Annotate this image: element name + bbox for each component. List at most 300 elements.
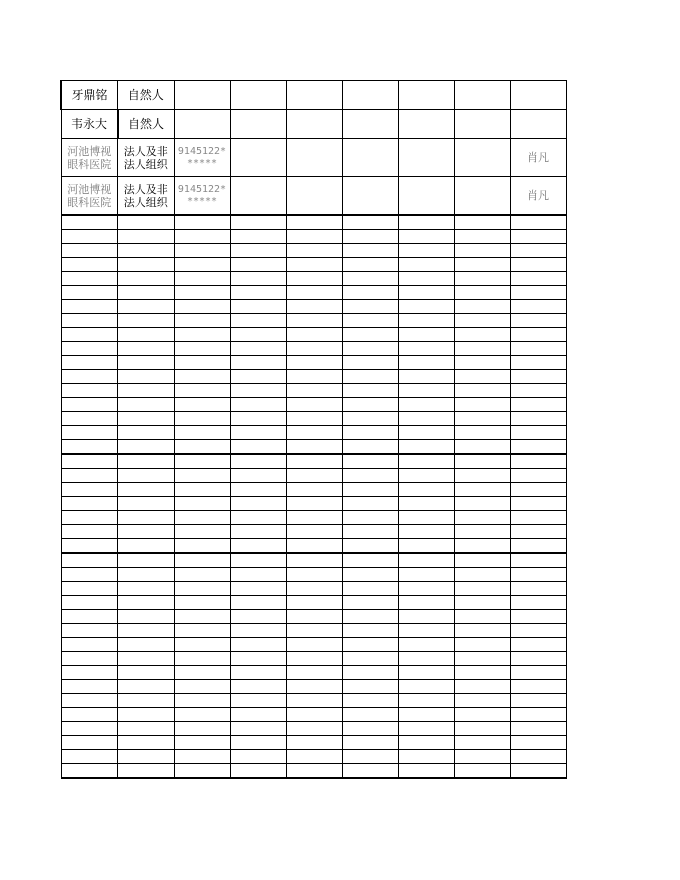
empty-cell[interactable] bbox=[286, 356, 342, 370]
empty-cell[interactable] bbox=[398, 708, 454, 722]
empty-cell[interactable] bbox=[61, 652, 118, 666]
empty-cell[interactable] bbox=[230, 328, 286, 342]
empty-cell[interactable] bbox=[118, 638, 175, 652]
empty-cell[interactable] bbox=[174, 680, 230, 694]
empty-cell[interactable] bbox=[118, 426, 175, 440]
empty-cell[interactable] bbox=[342, 497, 398, 511]
empty-cell[interactable] bbox=[342, 553, 398, 568]
empty-cell[interactable] bbox=[510, 722, 566, 736]
empty-cell[interactable] bbox=[342, 568, 398, 582]
empty-cell[interactable] bbox=[230, 412, 286, 426]
empty-cell[interactable] bbox=[342, 750, 398, 764]
empty-cell[interactable] bbox=[61, 539, 118, 554]
empty-cell[interactable] bbox=[342, 398, 398, 412]
empty-cell[interactable] bbox=[61, 525, 118, 539]
empty-cell[interactable] bbox=[454, 666, 510, 680]
empty-cell[interactable] bbox=[118, 370, 175, 384]
empty-cell[interactable] bbox=[454, 568, 510, 582]
empty-cell[interactable] bbox=[174, 694, 230, 708]
empty-cell[interactable] bbox=[510, 342, 566, 356]
empty-cell[interactable] bbox=[342, 511, 398, 525]
empty-cell[interactable] bbox=[510, 469, 566, 483]
empty-cell[interactable] bbox=[118, 722, 175, 736]
empty-cell[interactable] bbox=[398, 638, 454, 652]
empty-cell[interactable] bbox=[454, 272, 510, 286]
empty-cell[interactable] bbox=[230, 694, 286, 708]
empty-cell[interactable] bbox=[454, 497, 510, 511]
empty-cell[interactable] bbox=[342, 539, 398, 554]
empty-cell[interactable] bbox=[118, 610, 175, 624]
empty-cell[interactable] bbox=[174, 722, 230, 736]
empty-cell[interactable] bbox=[342, 356, 398, 370]
empty-cell[interactable] bbox=[174, 483, 230, 497]
empty-cell[interactable] bbox=[398, 314, 454, 328]
empty-cell[interactable] bbox=[286, 750, 342, 764]
empty-cell[interactable] bbox=[174, 497, 230, 511]
empty-cell[interactable] bbox=[230, 511, 286, 525]
cell[interactable] bbox=[454, 81, 510, 110]
empty-cell[interactable] bbox=[174, 750, 230, 764]
empty-cell[interactable] bbox=[342, 736, 398, 750]
empty-cell[interactable] bbox=[398, 680, 454, 694]
empty-cell[interactable] bbox=[230, 666, 286, 680]
empty-cell[interactable] bbox=[174, 511, 230, 525]
empty-cell[interactable] bbox=[118, 244, 175, 258]
cell[interactable] bbox=[286, 81, 342, 110]
empty-cell[interactable] bbox=[174, 342, 230, 356]
empty-cell[interactable] bbox=[174, 412, 230, 426]
empty-cell[interactable] bbox=[286, 764, 342, 779]
empty-cell[interactable] bbox=[454, 258, 510, 272]
cell[interactable] bbox=[230, 81, 286, 110]
empty-cell[interactable] bbox=[118, 680, 175, 694]
empty-cell[interactable] bbox=[454, 342, 510, 356]
empty-cell[interactable] bbox=[286, 539, 342, 554]
empty-cell[interactable] bbox=[230, 708, 286, 722]
empty-cell[interactable] bbox=[286, 215, 342, 230]
empty-cell[interactable] bbox=[230, 539, 286, 554]
empty-cell[interactable] bbox=[118, 511, 175, 525]
empty-cell[interactable] bbox=[174, 370, 230, 384]
empty-cell[interactable] bbox=[286, 398, 342, 412]
empty-cell[interactable] bbox=[61, 694, 118, 708]
empty-cell[interactable] bbox=[230, 610, 286, 624]
empty-cell[interactable] bbox=[510, 525, 566, 539]
cell[interactable] bbox=[286, 177, 342, 216]
empty-cell[interactable] bbox=[230, 624, 286, 638]
empty-cell[interactable] bbox=[398, 610, 454, 624]
empty-cell[interactable] bbox=[342, 610, 398, 624]
empty-cell[interactable] bbox=[286, 596, 342, 610]
empty-cell[interactable] bbox=[230, 553, 286, 568]
empty-cell[interactable] bbox=[454, 736, 510, 750]
empty-cell[interactable] bbox=[510, 426, 566, 440]
empty-cell[interactable] bbox=[510, 610, 566, 624]
empty-cell[interactable] bbox=[286, 300, 342, 314]
empty-cell[interactable] bbox=[61, 497, 118, 511]
empty-cell[interactable] bbox=[342, 638, 398, 652]
cell-name[interactable]: 牙鼎铭 bbox=[61, 81, 118, 110]
empty-cell[interactable] bbox=[510, 680, 566, 694]
empty-cell[interactable] bbox=[118, 215, 175, 230]
empty-cell[interactable] bbox=[342, 230, 398, 244]
empty-cell[interactable] bbox=[174, 286, 230, 300]
empty-cell[interactable] bbox=[174, 384, 230, 398]
empty-cell[interactable] bbox=[398, 666, 454, 680]
empty-cell[interactable] bbox=[510, 708, 566, 722]
empty-cell[interactable] bbox=[342, 272, 398, 286]
cell[interactable] bbox=[454, 110, 510, 139]
empty-cell[interactable] bbox=[230, 370, 286, 384]
empty-cell[interactable] bbox=[118, 258, 175, 272]
cell-code[interactable] bbox=[174, 139, 230, 177]
empty-cell[interactable] bbox=[174, 666, 230, 680]
empty-cell[interactable] bbox=[61, 764, 118, 779]
cell[interactable] bbox=[230, 139, 286, 177]
empty-cell[interactable] bbox=[230, 272, 286, 286]
empty-cell[interactable] bbox=[61, 258, 118, 272]
empty-cell[interactable] bbox=[174, 454, 230, 469]
empty-cell[interactable] bbox=[174, 638, 230, 652]
empty-cell[interactable] bbox=[230, 384, 286, 398]
cell[interactable] bbox=[398, 81, 454, 110]
empty-cell[interactable] bbox=[61, 722, 118, 736]
empty-cell[interactable] bbox=[398, 300, 454, 314]
empty-cell[interactable] bbox=[61, 384, 118, 398]
empty-cell[interactable] bbox=[61, 300, 118, 314]
empty-cell[interactable] bbox=[230, 398, 286, 412]
empty-cell[interactable] bbox=[286, 384, 342, 398]
empty-cell[interactable] bbox=[286, 610, 342, 624]
empty-cell[interactable] bbox=[61, 582, 118, 596]
cell[interactable] bbox=[342, 139, 398, 177]
empty-cell[interactable] bbox=[286, 370, 342, 384]
empty-cell[interactable] bbox=[510, 666, 566, 680]
empty-cell[interactable] bbox=[286, 258, 342, 272]
empty-cell[interactable] bbox=[510, 764, 566, 779]
empty-cell[interactable] bbox=[61, 342, 118, 356]
empty-cell[interactable] bbox=[174, 708, 230, 722]
cell-type[interactable]: 自然人 bbox=[118, 110, 175, 139]
empty-cell[interactable] bbox=[398, 497, 454, 511]
empty-cell[interactable] bbox=[61, 215, 118, 230]
cell[interactable] bbox=[342, 177, 398, 216]
empty-cell[interactable] bbox=[398, 328, 454, 342]
empty-cell[interactable] bbox=[454, 412, 510, 426]
cell-name[interactable]: 韦永大 bbox=[61, 110, 118, 139]
empty-cell[interactable] bbox=[454, 694, 510, 708]
empty-cell[interactable] bbox=[230, 525, 286, 539]
empty-cell[interactable] bbox=[342, 680, 398, 694]
empty-cell[interactable] bbox=[61, 511, 118, 525]
empty-cell[interactable] bbox=[118, 398, 175, 412]
empty-cell[interactable] bbox=[454, 300, 510, 314]
empty-cell[interactable] bbox=[510, 694, 566, 708]
empty-cell[interactable] bbox=[342, 300, 398, 314]
empty-cell[interactable] bbox=[61, 356, 118, 370]
empty-cell[interactable] bbox=[286, 286, 342, 300]
empty-cell[interactable] bbox=[454, 454, 510, 469]
empty-cell[interactable] bbox=[230, 314, 286, 328]
empty-cell[interactable] bbox=[118, 342, 175, 356]
empty-cell[interactable] bbox=[230, 483, 286, 497]
empty-cell[interactable] bbox=[118, 596, 175, 610]
empty-cell[interactable] bbox=[174, 539, 230, 554]
empty-cell[interactable] bbox=[61, 440, 118, 455]
empty-cell[interactable] bbox=[61, 596, 118, 610]
empty-cell[interactable] bbox=[286, 328, 342, 342]
empty-cell[interactable] bbox=[454, 440, 510, 455]
empty-cell[interactable] bbox=[118, 272, 175, 286]
empty-cell[interactable] bbox=[454, 610, 510, 624]
empty-cell[interactable] bbox=[286, 624, 342, 638]
empty-cell[interactable] bbox=[230, 286, 286, 300]
empty-cell[interactable] bbox=[61, 230, 118, 244]
empty-cell[interactable] bbox=[510, 539, 566, 554]
empty-cell[interactable] bbox=[174, 736, 230, 750]
empty-cell[interactable] bbox=[454, 215, 510, 230]
empty-cell[interactable] bbox=[398, 694, 454, 708]
empty-cell[interactable] bbox=[342, 483, 398, 497]
cell-name[interactable] bbox=[61, 177, 118, 216]
empty-cell[interactable] bbox=[174, 582, 230, 596]
empty-cell[interactable] bbox=[398, 215, 454, 230]
empty-cell[interactable] bbox=[342, 244, 398, 258]
empty-cell[interactable] bbox=[174, 300, 230, 314]
empty-cell[interactable] bbox=[342, 370, 398, 384]
empty-cell[interactable] bbox=[398, 582, 454, 596]
cell[interactable] bbox=[342, 81, 398, 110]
empty-cell[interactable] bbox=[398, 511, 454, 525]
cell-handler[interactable]: 肖凡 bbox=[510, 177, 566, 216]
empty-cell[interactable] bbox=[342, 469, 398, 483]
empty-cell[interactable] bbox=[61, 412, 118, 426]
cell-code[interactable] bbox=[174, 177, 230, 216]
empty-cell[interactable] bbox=[174, 328, 230, 342]
empty-cell[interactable] bbox=[61, 610, 118, 624]
empty-cell[interactable] bbox=[118, 624, 175, 638]
empty-cell[interactable] bbox=[510, 272, 566, 286]
empty-cell[interactable] bbox=[174, 652, 230, 666]
empty-cell[interactable] bbox=[61, 398, 118, 412]
empty-cell[interactable] bbox=[454, 483, 510, 497]
empty-cell[interactable] bbox=[118, 483, 175, 497]
empty-cell[interactable] bbox=[510, 412, 566, 426]
empty-cell[interactable] bbox=[398, 398, 454, 412]
empty-cell[interactable] bbox=[118, 230, 175, 244]
empty-cell[interactable] bbox=[230, 680, 286, 694]
empty-cell[interactable] bbox=[286, 652, 342, 666]
empty-cell[interactable] bbox=[454, 764, 510, 779]
empty-cell[interactable] bbox=[118, 328, 175, 342]
empty-cell[interactable] bbox=[230, 497, 286, 511]
empty-cell[interactable] bbox=[398, 596, 454, 610]
empty-cell[interactable] bbox=[398, 286, 454, 300]
empty-cell[interactable] bbox=[174, 398, 230, 412]
empty-cell[interactable] bbox=[118, 314, 175, 328]
empty-cell[interactable] bbox=[510, 652, 566, 666]
empty-cell[interactable] bbox=[510, 568, 566, 582]
empty-cell[interactable] bbox=[286, 244, 342, 258]
empty-cell[interactable] bbox=[230, 454, 286, 469]
cell-handler[interactable]: 肖凡 bbox=[510, 139, 566, 177]
empty-cell[interactable] bbox=[398, 258, 454, 272]
empty-cell[interactable] bbox=[61, 750, 118, 764]
empty-cell[interactable] bbox=[174, 624, 230, 638]
empty-cell[interactable] bbox=[398, 568, 454, 582]
empty-cell[interactable] bbox=[342, 694, 398, 708]
empty-cell[interactable] bbox=[454, 244, 510, 258]
empty-cell[interactable] bbox=[398, 342, 454, 356]
empty-cell[interactable] bbox=[61, 680, 118, 694]
empty-cell[interactable] bbox=[454, 638, 510, 652]
empty-cell[interactable] bbox=[230, 722, 286, 736]
empty-cell[interactable] bbox=[286, 426, 342, 440]
empty-cell[interactable] bbox=[398, 440, 454, 455]
empty-cell[interactable] bbox=[174, 314, 230, 328]
empty-cell[interactable] bbox=[230, 426, 286, 440]
empty-cell[interactable] bbox=[398, 722, 454, 736]
empty-cell[interactable] bbox=[398, 454, 454, 469]
empty-cell[interactable] bbox=[454, 525, 510, 539]
empty-cell[interactable] bbox=[398, 370, 454, 384]
empty-cell[interactable] bbox=[398, 764, 454, 779]
empty-cell[interactable] bbox=[510, 356, 566, 370]
empty-cell[interactable] bbox=[174, 258, 230, 272]
empty-cell[interactable] bbox=[342, 412, 398, 426]
empty-cell[interactable] bbox=[174, 272, 230, 286]
empty-cell[interactable] bbox=[510, 328, 566, 342]
empty-cell[interactable] bbox=[286, 314, 342, 328]
empty-cell[interactable] bbox=[510, 440, 566, 455]
empty-cell[interactable] bbox=[510, 553, 566, 568]
empty-cell[interactable] bbox=[174, 764, 230, 779]
empty-cell[interactable] bbox=[510, 497, 566, 511]
empty-cell[interactable] bbox=[398, 244, 454, 258]
cell-code[interactable] bbox=[174, 81, 230, 110]
empty-cell[interactable] bbox=[61, 272, 118, 286]
empty-cell[interactable] bbox=[118, 708, 175, 722]
empty-cell[interactable] bbox=[454, 582, 510, 596]
empty-cell[interactable] bbox=[230, 440, 286, 455]
empty-cell[interactable] bbox=[61, 469, 118, 483]
empty-cell[interactable] bbox=[342, 342, 398, 356]
cell[interactable] bbox=[454, 177, 510, 216]
empty-cell[interactable] bbox=[454, 230, 510, 244]
empty-cell[interactable] bbox=[118, 736, 175, 750]
empty-cell[interactable] bbox=[174, 356, 230, 370]
empty-cell[interactable] bbox=[454, 596, 510, 610]
empty-cell[interactable] bbox=[61, 568, 118, 582]
empty-cell[interactable] bbox=[61, 454, 118, 469]
empty-cell[interactable] bbox=[342, 652, 398, 666]
cell-type[interactable] bbox=[118, 139, 175, 177]
empty-cell[interactable] bbox=[174, 426, 230, 440]
empty-cell[interactable] bbox=[230, 736, 286, 750]
empty-cell[interactable] bbox=[342, 722, 398, 736]
empty-cell[interactable] bbox=[286, 497, 342, 511]
empty-cell[interactable] bbox=[118, 286, 175, 300]
cell-code[interactable] bbox=[174, 110, 230, 139]
empty-cell[interactable] bbox=[398, 750, 454, 764]
empty-cell[interactable] bbox=[286, 342, 342, 356]
empty-cell[interactable] bbox=[230, 582, 286, 596]
empty-cell[interactable] bbox=[510, 624, 566, 638]
empty-cell[interactable] bbox=[286, 568, 342, 582]
empty-cell[interactable] bbox=[61, 314, 118, 328]
empty-cell[interactable] bbox=[174, 553, 230, 568]
empty-cell[interactable] bbox=[118, 384, 175, 398]
empty-cell[interactable] bbox=[342, 215, 398, 230]
empty-cell[interactable] bbox=[398, 356, 454, 370]
empty-cell[interactable] bbox=[230, 596, 286, 610]
empty-cell[interactable] bbox=[174, 568, 230, 582]
empty-cell[interactable] bbox=[510, 370, 566, 384]
empty-cell[interactable] bbox=[174, 596, 230, 610]
empty-cell[interactable] bbox=[398, 412, 454, 426]
empty-cell[interactable] bbox=[454, 652, 510, 666]
cell[interactable] bbox=[230, 110, 286, 139]
empty-cell[interactable] bbox=[454, 384, 510, 398]
empty-cell[interactable] bbox=[230, 215, 286, 230]
empty-cell[interactable] bbox=[118, 652, 175, 666]
empty-cell[interactable] bbox=[342, 624, 398, 638]
empty-cell[interactable] bbox=[454, 328, 510, 342]
empty-cell[interactable] bbox=[454, 553, 510, 568]
empty-cell[interactable] bbox=[342, 426, 398, 440]
cell[interactable] bbox=[342, 110, 398, 139]
empty-cell[interactable] bbox=[61, 638, 118, 652]
empty-cell[interactable] bbox=[342, 258, 398, 272]
empty-cell[interactable] bbox=[118, 525, 175, 539]
empty-cell[interactable] bbox=[398, 469, 454, 483]
cell-type[interactable] bbox=[118, 177, 175, 216]
empty-cell[interactable] bbox=[118, 412, 175, 426]
empty-cell[interactable] bbox=[230, 356, 286, 370]
empty-cell[interactable] bbox=[286, 525, 342, 539]
cell[interactable] bbox=[286, 110, 342, 139]
empty-cell[interactable] bbox=[118, 553, 175, 568]
empty-cell[interactable] bbox=[398, 384, 454, 398]
empty-cell[interactable] bbox=[286, 582, 342, 596]
empty-cell[interactable] bbox=[342, 596, 398, 610]
empty-cell[interactable] bbox=[286, 708, 342, 722]
empty-cell[interactable] bbox=[510, 454, 566, 469]
empty-cell[interactable] bbox=[454, 511, 510, 525]
empty-cell[interactable] bbox=[510, 230, 566, 244]
empty-cell[interactable] bbox=[118, 440, 175, 455]
empty-cell[interactable] bbox=[286, 412, 342, 426]
empty-cell[interactable] bbox=[230, 244, 286, 258]
cell[interactable] bbox=[398, 139, 454, 177]
empty-cell[interactable] bbox=[510, 582, 566, 596]
empty-cell[interactable] bbox=[510, 215, 566, 230]
empty-cell[interactable] bbox=[510, 736, 566, 750]
empty-cell[interactable] bbox=[230, 300, 286, 314]
empty-cell[interactable] bbox=[398, 652, 454, 666]
empty-cell[interactable] bbox=[61, 328, 118, 342]
empty-cell[interactable] bbox=[230, 469, 286, 483]
empty-cell[interactable] bbox=[286, 722, 342, 736]
empty-cell[interactable] bbox=[174, 244, 230, 258]
empty-cell[interactable] bbox=[398, 624, 454, 638]
empty-cell[interactable] bbox=[454, 286, 510, 300]
empty-cell[interactable] bbox=[342, 764, 398, 779]
cell[interactable] bbox=[286, 139, 342, 177]
empty-cell[interactable] bbox=[454, 370, 510, 384]
empty-cell[interactable] bbox=[286, 469, 342, 483]
cell-name[interactable] bbox=[61, 139, 118, 177]
